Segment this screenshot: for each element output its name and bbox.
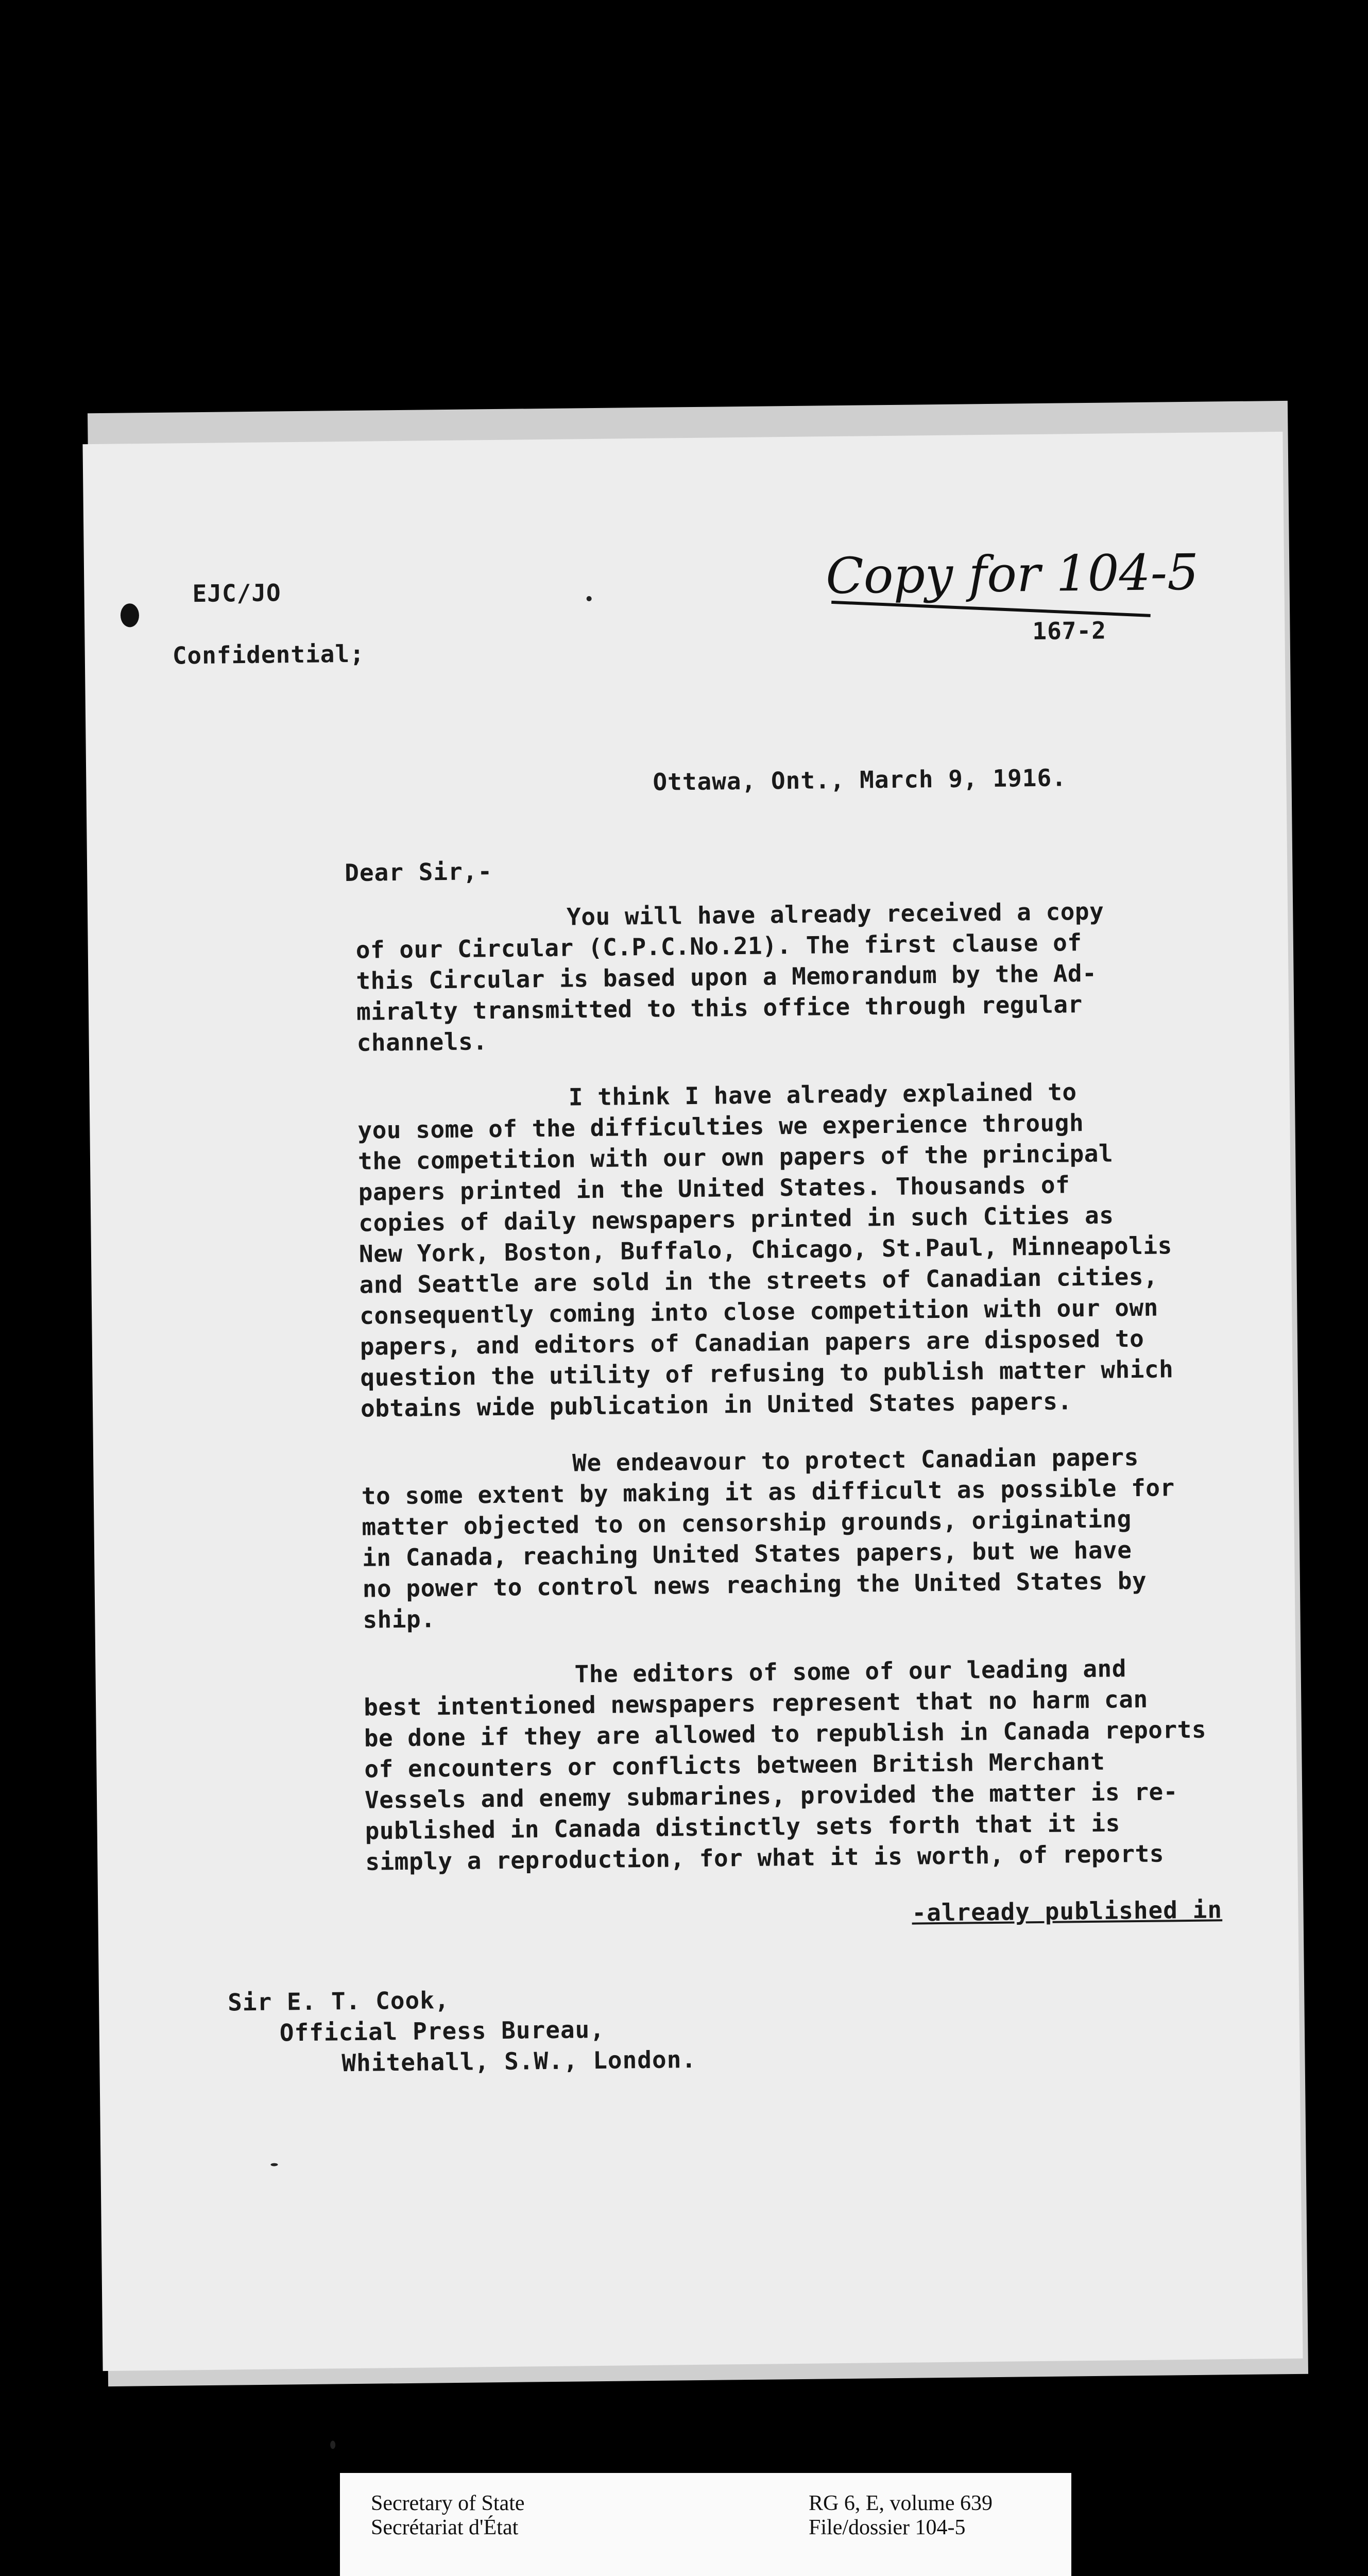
confidential-mark: Confidential; xyxy=(172,639,365,670)
paragraph-4-line-7: simply a reproduction, for what it is worth, of reports xyxy=(365,1839,1165,1876)
paragraph-3-line-2: to some extent by making it as difficult as possible for xyxy=(361,1473,1175,1510)
paragraph-2-line-5: copies of daily newspapers printed in such Cities as xyxy=(358,1201,1114,1237)
reference-initials: EJC/JO xyxy=(192,579,281,608)
paragraph-2-line-7: and Seattle are sold in the streets of Canadian cities, xyxy=(359,1262,1158,1299)
department-english: Secretary of State xyxy=(371,2492,525,2515)
paragraph-4-line-6: published in Canada distinctly sets forth that it is xyxy=(365,1809,1121,1845)
paragraph-4-line-5: Vessels and enemy submarines, provided the matter is re- xyxy=(364,1777,1178,1814)
paragraph-4-line-1: The editors of some of our leading and xyxy=(574,1654,1127,1688)
paragraph-2-line-2: you some of the difficulties we experience through xyxy=(357,1109,1084,1144)
catalogue-label xyxy=(340,2473,1071,2576)
addressee-name: Sir E. T. Cook, xyxy=(227,1986,450,2016)
date-line: Ottawa, Ont., March 9, 1916. xyxy=(653,764,1067,796)
ink-blot xyxy=(121,603,139,627)
addressee-location: Whitehall, S.W., London. xyxy=(341,2045,697,2077)
paragraph-1-line-4: miralty transmitted to this office through regular xyxy=(356,990,1083,1026)
paragraph-3-line-3: matter objected to on censorship grounds, originating xyxy=(362,1505,1132,1541)
page-mark xyxy=(270,2163,278,2166)
paragraph-2-line-11: obtains wide publication in United States papers. xyxy=(360,1387,1072,1422)
continuation-line: -already published in xyxy=(912,1895,1223,1927)
addressee-office: Official Press Bureau, xyxy=(279,2015,605,2047)
paragraph-2-line-1: I think I have already explained to xyxy=(568,1078,1077,1111)
paragraph-4-line-2: best intentioned newspapers represent that no harm can xyxy=(363,1685,1148,1721)
paragraph-1-line-3: this Circular is based upon a Memorandum by the Ad- xyxy=(356,959,1097,995)
volume-reference: RG 6, E, volume 639 xyxy=(809,2492,993,2515)
file-number: 167-2 xyxy=(1032,616,1107,646)
file-reference: File/dossier 104-5 xyxy=(809,2516,966,2539)
paragraph-2-line-3: the competition with our own papers of the principal xyxy=(357,1139,1114,1175)
paragraph-3-line-5: no power to control news reaching the United States by xyxy=(362,1566,1147,1603)
paragraph-4-line-4: of encounters or conflicts between British Merchant xyxy=(364,1747,1105,1783)
department-french: Secrétariat d'État xyxy=(371,2516,519,2539)
paragraph-2-line-6: New York, Boston, Buffalo, Chicago, St.Paul, Minneapolis xyxy=(358,1231,1173,1268)
paragraph-1-line-2: of our Circular (C.P.C.No.21). The first clause of xyxy=(355,928,1082,964)
paragraph-1-line-5: channels. xyxy=(356,1027,488,1057)
paragraph-3-line-4: in Canada, reaching United States papers, but we have xyxy=(362,1536,1132,1572)
ink-speck xyxy=(587,596,592,601)
paragraph-2-line-8: consequently coming into close competition with our own xyxy=(359,1293,1159,1330)
salutation: Dear Sir,- xyxy=(344,857,493,887)
paragraph-2-line-9: papers, and editors of Canadian papers are disposed to xyxy=(360,1324,1144,1361)
paragraph-1-line-1: You will have already received a copy xyxy=(566,897,1104,931)
paragraph-3-line-6: ship. xyxy=(363,1605,436,1634)
paragraph-3-line-1: We endeavour to protect Canadian papers xyxy=(572,1443,1139,1477)
paragraph-2-line-4: papers printed in the United States. Thousands of xyxy=(358,1171,1070,1206)
paragraph-2-line-10: question the utility of refusing to publish matter which xyxy=(360,1355,1174,1392)
paragraph-4-line-3: be done if they are allowed to republish in Canada reports xyxy=(364,1715,1207,1752)
letter-page xyxy=(82,432,1303,2371)
handwritten-annotation: Copy for 104-5 xyxy=(825,543,1199,605)
page-mark xyxy=(330,2441,335,2449)
